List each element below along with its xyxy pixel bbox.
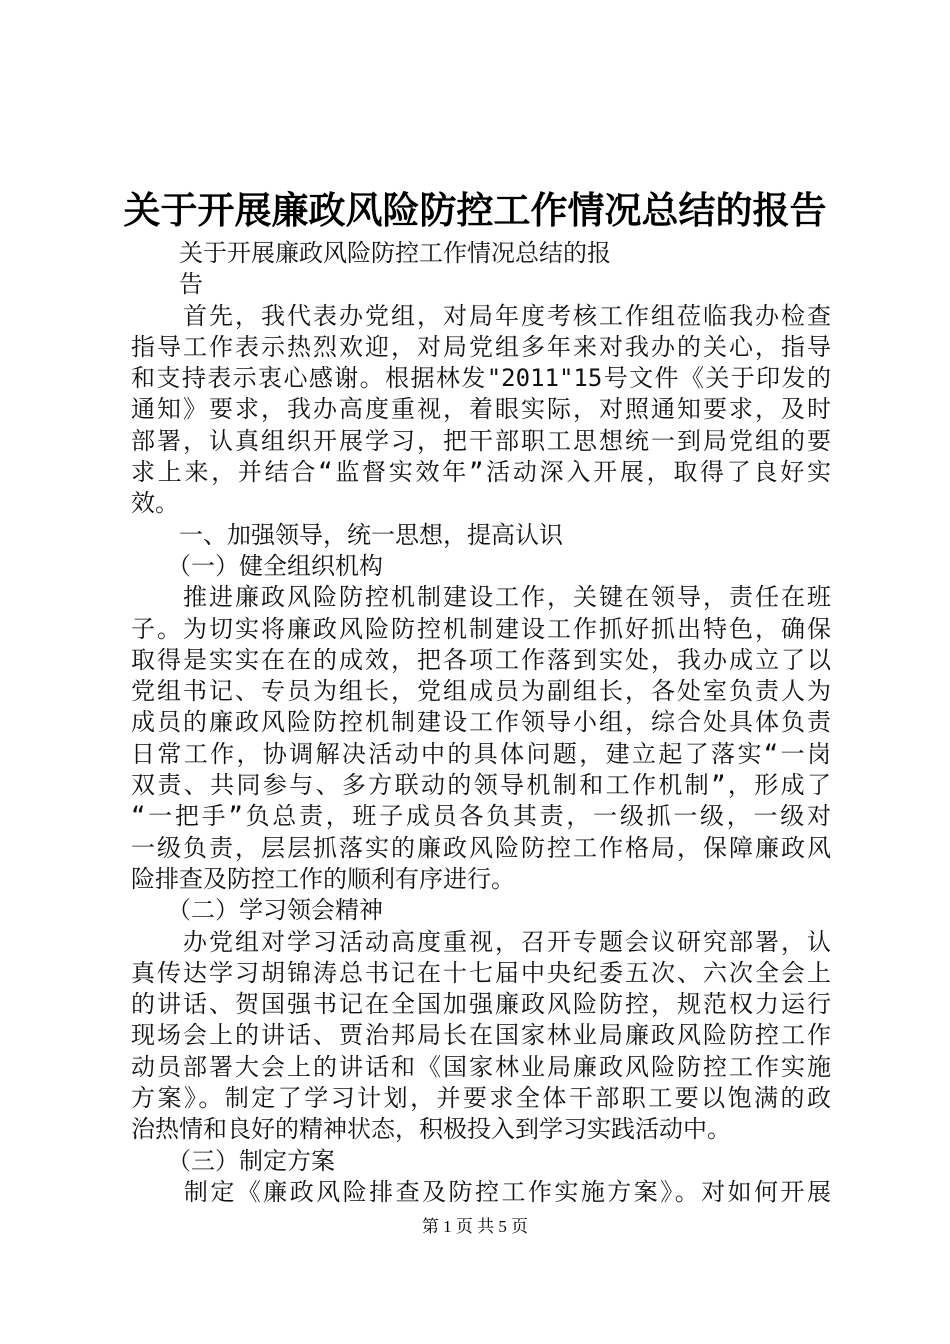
- body-line: 现场会上的讲话、贾治邦局长在国家林业局廉政风险防控工作: [131, 1021, 831, 1050]
- body-line: 方案》。制定了学习计划，并要求全体干部职工要以饱满的政: [131, 1084, 831, 1113]
- body-line: 指导工作表示热烈欢迎，对局党组多年来对我办的关心，指导: [131, 332, 831, 361]
- body-line: 险排查及防控工作的顺利有序进行。: [131, 864, 515, 893]
- body-line: “一把手”负总责，班子成员各负其责，一级抓一级，一级对: [131, 802, 831, 831]
- body-line: 动员部署大会上的讲话和《国家林业局廉政风险防控工作实施: [131, 1052, 831, 1081]
- subsection-heading: （三）制定方案: [131, 1146, 335, 1175]
- body-line: 首先，我代表办党组，对局年度考核工作组莅临我办检查: [131, 301, 831, 330]
- body-line: 关于开展廉政风险防控工作情况总结的报: [131, 239, 611, 267]
- body-line: 求上来，并结合“监督实效年”活动深入开展，取得了良好实: [131, 458, 831, 487]
- body-line: 制定《廉政风险排查及防控工作实施方案》。对如何开展: [131, 1177, 831, 1206]
- document-body: [131, 238, 831, 1208]
- subsection-heading: （二）学习领会精神: [131, 896, 383, 925]
- body-line: 通知》要求，我办高度重视，着眼实际，对照通知要求，及时: [131, 395, 831, 424]
- body-line: 日常工作，协调解决活动中的具体问题，建立起了落实“一岗: [131, 739, 831, 768]
- section-heading: 一、加强领导，统一思想，提高认识: [131, 520, 563, 549]
- body-line: 子。为切实将廉政风险防控机制建设工作抓好抓出特色，确保: [131, 614, 831, 643]
- body-line: 党组书记、专员为组长，党组成员为副组长，各处室负责人为: [131, 677, 831, 706]
- body-line: 办党组对学习活动高度重视，召开专题会议研究部署，认: [131, 927, 831, 956]
- body-line: 成员的廉政风险防控机制建设工作领导小组，综合处具体负责: [131, 708, 831, 737]
- body-line: 效。: [131, 489, 179, 518]
- body-line: 一级负责，层层抓落实的廉政风险防控工作格局，保障廉政风: [131, 833, 831, 862]
- document-title: 关于开展廉政风险防控工作情况总结的报告: [123, 188, 827, 232]
- body-line: 取得是实实在在的成效，把各项工作落到实处，我办成立了以: [131, 645, 831, 674]
- body-line: 和支持表示衷心感谢。根据林发"2011"15号文件《关于印发的: [131, 364, 831, 393]
- body-line: 双责、共同参与、多方联动的领导机制和工作机制”，形成了: [131, 771, 831, 800]
- body-line: 治热情和良好的精神状态，积极投入到学习实践活动中。: [131, 1115, 731, 1144]
- body-line: 真传达学习胡锦涛总书记在十七届中央纪委五次、六次全会上: [131, 958, 831, 987]
- body-line: 部署，认真组织开展学习，把干部职工思想统一到局党组的要: [131, 426, 831, 455]
- body-line: 的讲话、贺国强书记在全国加强廉政风险防控，规范权力运行: [131, 990, 831, 1019]
- body-line: 告: [131, 270, 203, 299]
- subsection-heading: （一）健全组织机构: [131, 551, 383, 580]
- page-number-footer: 第 1 页 共 5 页: [421, 1217, 529, 1236]
- body-line: 推进廉政风险防控机制建设工作，关键在领导，责任在班: [131, 583, 831, 612]
